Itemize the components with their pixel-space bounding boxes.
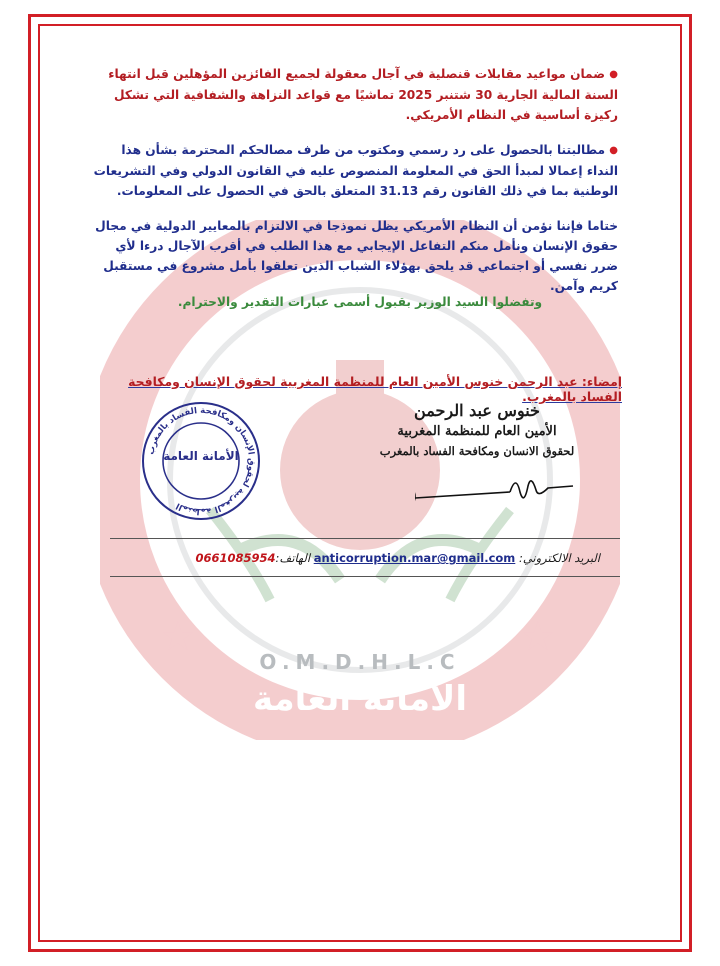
paragraph-text: مطالبتنا بالحصول على رد رسمي ومكتوب من طرف مصالحكم المحترمة بشأن هذا النداء إعمالا لمبدأ الحق في المعلومة المنصوص عليه في القانون الدولي وفي التشريعات الوطنية بما في ذلك القانون رقم 31.13 المتعلق بالحق في الحصول على المعلومات. <box>93 143 618 198</box>
phone-number[interactable]: 0661085954 <box>195 551 276 565</box>
email-link[interactable]: anticorruption.mar@gmail.com <box>313 551 516 565</box>
contact-block <box>110 538 620 578</box>
signatory-name: خنوس عبد الرحمن <box>414 401 540 420</box>
handwritten-signature-block <box>372 400 582 460</box>
svg-text:★: ★ <box>520 614 556 660</box>
official-stamp <box>140 400 262 522</box>
contact-line <box>170 551 600 565</box>
paragraph-conclusion <box>88 216 618 296</box>
phone-label: الهاتف: <box>275 551 311 565</box>
paragraph-closing-salutation <box>88 292 632 312</box>
watermark-abbreviation: O.M.D.H.L.C <box>259 650 461 674</box>
svg-text:★: ★ <box>160 614 196 660</box>
signature-scribble <box>415 468 575 508</box>
stamp-center-text: الأمانة العامة <box>163 449 239 463</box>
signatory-title: الأمين العام للمنظمة المغربية <box>397 424 557 439</box>
paragraph-official-response <box>88 140 618 201</box>
bullet-icon: ● <box>609 145 618 156</box>
watermark-arc-text: الأمانة العامة <box>252 679 468 719</box>
paragraph-consular-appointments <box>88 64 618 125</box>
svg-text:المنظمة المغربية لحقوق الإنسان: المنظمة المغربية لحقوق الإنسان ومكافحة الفساد بالمغرب <box>146 405 257 517</box>
paragraph-text: ختاما فإننا نؤمن أن النظام الأمريكي يظل نموذجا في الالتزام بالمعايير الدولية في مجال حقوق الإنسان ونأمل منكم التفاعل الإيجابي مع هذا الطلب في أقرب الآجال درءا لأي ضرر نفسي أو اجتماعي قد يلحق بهؤلاء الشباب الذين تعلقوا بأمل مشروع في مستقبل كريم وآمن. <box>95 219 618 293</box>
bullet-icon: ● <box>609 69 618 80</box>
divider <box>110 538 620 539</box>
paragraph-text: ضمان مواعيد مقابلات قنصلية في آجال معقولة لجميع الفائزين المؤهلين قبل انتهاء السنة المالية الجارية 30 شتنبر 2025 تماشيًا مع قواعد النزاهة والشفافية التي تشكل ركيزة أساسية في النظام الأمريكي. <box>108 67 618 122</box>
paragraph-text: وتفضلوا السيد الوزير بقبول أسمى عبارات التقدير والاحترام. <box>177 295 543 309</box>
signature-line: إمضاء: عبد الرحمن خنوس الأمين العام للمنظمة المغربية لحقوق الإنسان ومكافحة الفساد بالمغرب. <box>128 374 622 404</box>
email-label: البريد الالكتروني: <box>518 551 600 565</box>
signatory-organisation: لحقوق الانسان ومكافحة الفساد بالمغرب <box>379 444 575 458</box>
divider <box>110 576 620 577</box>
